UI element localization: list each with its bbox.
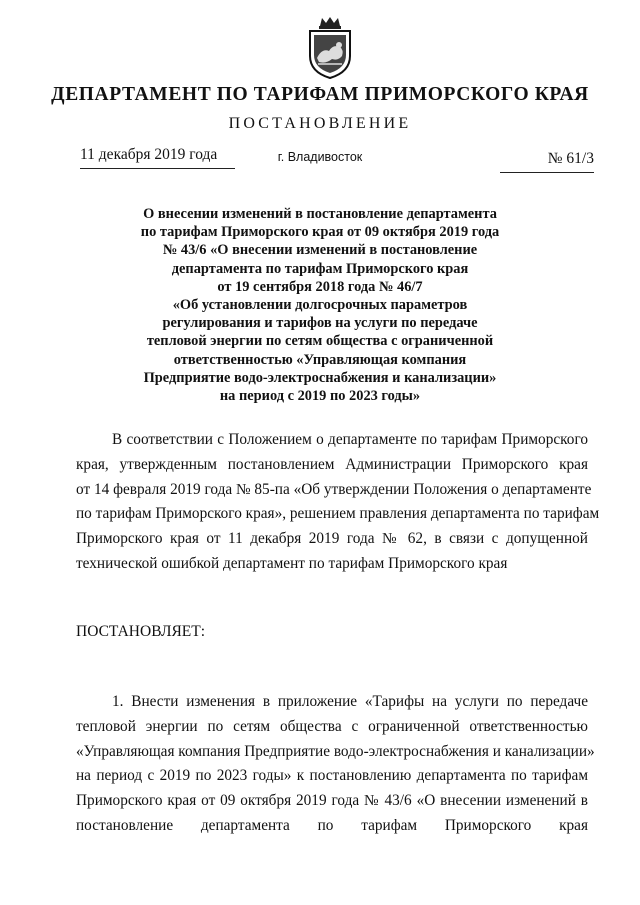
subject-line: тепловой энергии по сетям общества с ограниченной [146,333,494,350]
subject-line: Предприятие водо-электроснабжения и канализации» [143,369,497,386]
subject-line: О внесении изменений в постановление департамента [143,206,497,222]
paragraph-line: В соответствии с Положением о департаменте по тарифам Приморского [112,431,588,448]
paragraph-line: тепловой энергии по сетям общества с ограниченной ответственностью [76,717,588,735]
department-title: ДЕПАРТАМЕНТ ПО ТАРИФАМ ПРИМОРСКОГО КРАЯ [51,84,589,105]
paragraph-line: технической ошибкой департамент по тарифам Приморского края [76,554,508,572]
clause-1-paragraph [76,690,595,839]
paragraph-line: края, утвержденным постановлением Администрации Приморского края [76,455,588,473]
subject-line: ответственностью «Управляющая компания [173,351,467,368]
paragraph-line: постановление департамента по тарифам Приморского края [76,816,588,834]
coat-of-arms-icon [302,14,358,80]
resolves-heading: ПОСТАНОВЛЯЕТ: [76,623,206,640]
paragraph-line: Приморского края от 09 октября 2019 года № 43/6 «О внесении изменений в [76,792,588,810]
subject-line: от 19 сентября 2018 года № 46/7 [217,278,423,295]
paragraph-line: на период с 2019 по 2023 годы» к постановлению департамента по тарифам [76,767,588,785]
subject-line: на период с 2019 по 2023 годы» [219,388,421,405]
subject-line: департамента по тарифам Приморского края [171,260,469,277]
preamble-paragraph [76,428,600,577]
subject-line: № 43/6 «О внесении изменений в постановление [162,242,478,259]
paragraph-line: от 14 февраля 2019 года № 85-па «Об утверждении Положения о департаменте [76,480,592,498]
subject-line: «Об установлении долгосрочных параметров [172,297,468,314]
subject-line: по тарифам Приморского края от 09 октября 2019 года [140,224,500,241]
subject-line: регулирования и тарифов на услуги по передаче [162,315,478,332]
document-city: г. Владивосток [277,150,363,164]
paragraph-line: 1. Внести изменения в приложение «Тарифы на услуги по передаче [112,693,588,710]
document-type: ПОСТАНОВЛЕНИЕ [228,115,412,132]
paragraph-line: по тарифам Приморского края», решением правления департамента по тарифам [76,505,600,523]
paragraph-line: Приморского края от 11 декабря 2019 года № 62, в связи с допущенной [76,530,588,548]
document-number: № 61/3 [500,150,594,173]
paragraph-line: «Управляющая компания Предприятие водо-электроснабжения и канализации» [76,742,595,760]
document-date: 11 декабря 2019 года [80,146,235,169]
document-subject [110,205,530,405]
